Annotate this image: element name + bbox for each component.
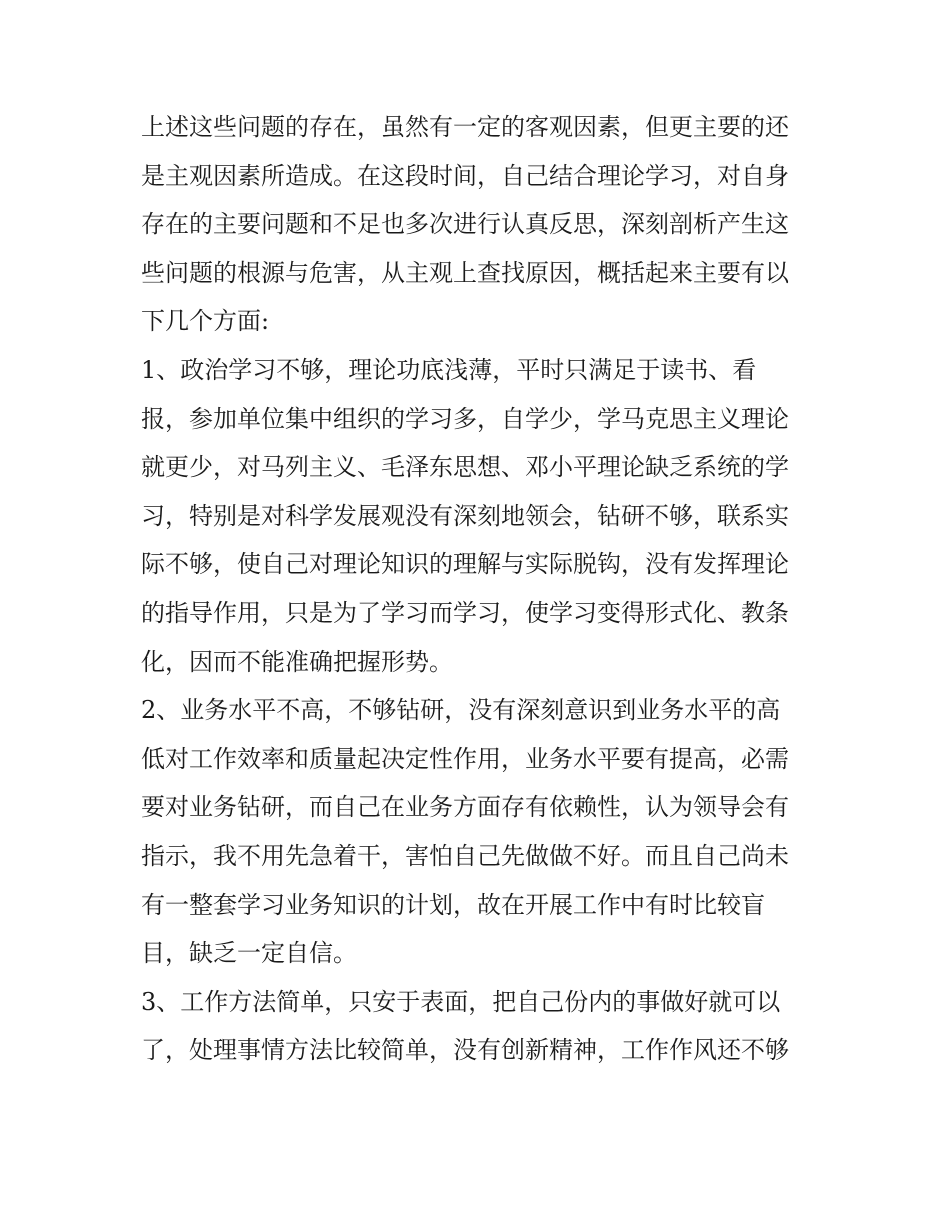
text-line: 3、工作方法简单，只安于表面，把自己份内的事做好就可以	[141, 987, 781, 1016]
text-line: 1、政治学习不够，理论功底浅薄，平时只满足于读书、看	[141, 355, 757, 384]
text-line: 要对业务钻研，而自己在业务方面存有依赖性，认为领导会有	[141, 793, 789, 822]
text-line: 是主观因素所造成。在这段时间，自己结合理论学习，对自身	[141, 161, 789, 190]
text-line: 的指导作用，只是为了学习而学习，使学习变得形式化、教条	[141, 598, 789, 627]
text-line: 习，特别是对科学发展观没有深刻地领会，钻研不够，联系实	[141, 501, 789, 530]
document-body	[141, 103, 813, 1075]
text-line: 化，因而不能准确把握形势。	[141, 647, 453, 676]
text-line: 就更少，对马列主义、毛泽东思想、邓小平理论缺乏系统的学	[141, 453, 789, 482]
text-line: 2、业务水平不高，不够钻研，没有深刻意识到业务水平的高	[141, 696, 781, 725]
text-line: 指示，我不用先急着干，害怕自己先做做不好。而且自己尚未	[141, 841, 789, 870]
text-line: 了，处理事情方法比较简单，没有创新精神，工作作风还不够	[141, 1036, 789, 1065]
text-line: 些问题的根源与危害，从主观上查找原因，概括起来主要有以	[141, 258, 789, 287]
text-line: 际不够，使自己对理论知识的理解与实际脱钩，没有发挥理论	[141, 550, 789, 579]
text-line: 上述这些问题的存在，虽然有一定的客观因素，但更主要的还	[141, 113, 789, 141]
text-line: 下几个方面:	[141, 307, 270, 336]
text-line: 目，缺乏一定自信。	[141, 939, 357, 968]
text-line: 存在的主要问题和不足也多次进行认真反思，深刻剖析产生这	[141, 210, 789, 239]
text-line: 报，参加单位集中组织的学习多，自学少，学马克思主义理论	[141, 404, 789, 433]
text-line: 有一整套学习业务知识的计划，故在开展工作中有时比较盲	[141, 890, 765, 919]
text-line: 低对工作效率和质量起决定性作用，业务水平要有提高，必需	[141, 744, 789, 773]
